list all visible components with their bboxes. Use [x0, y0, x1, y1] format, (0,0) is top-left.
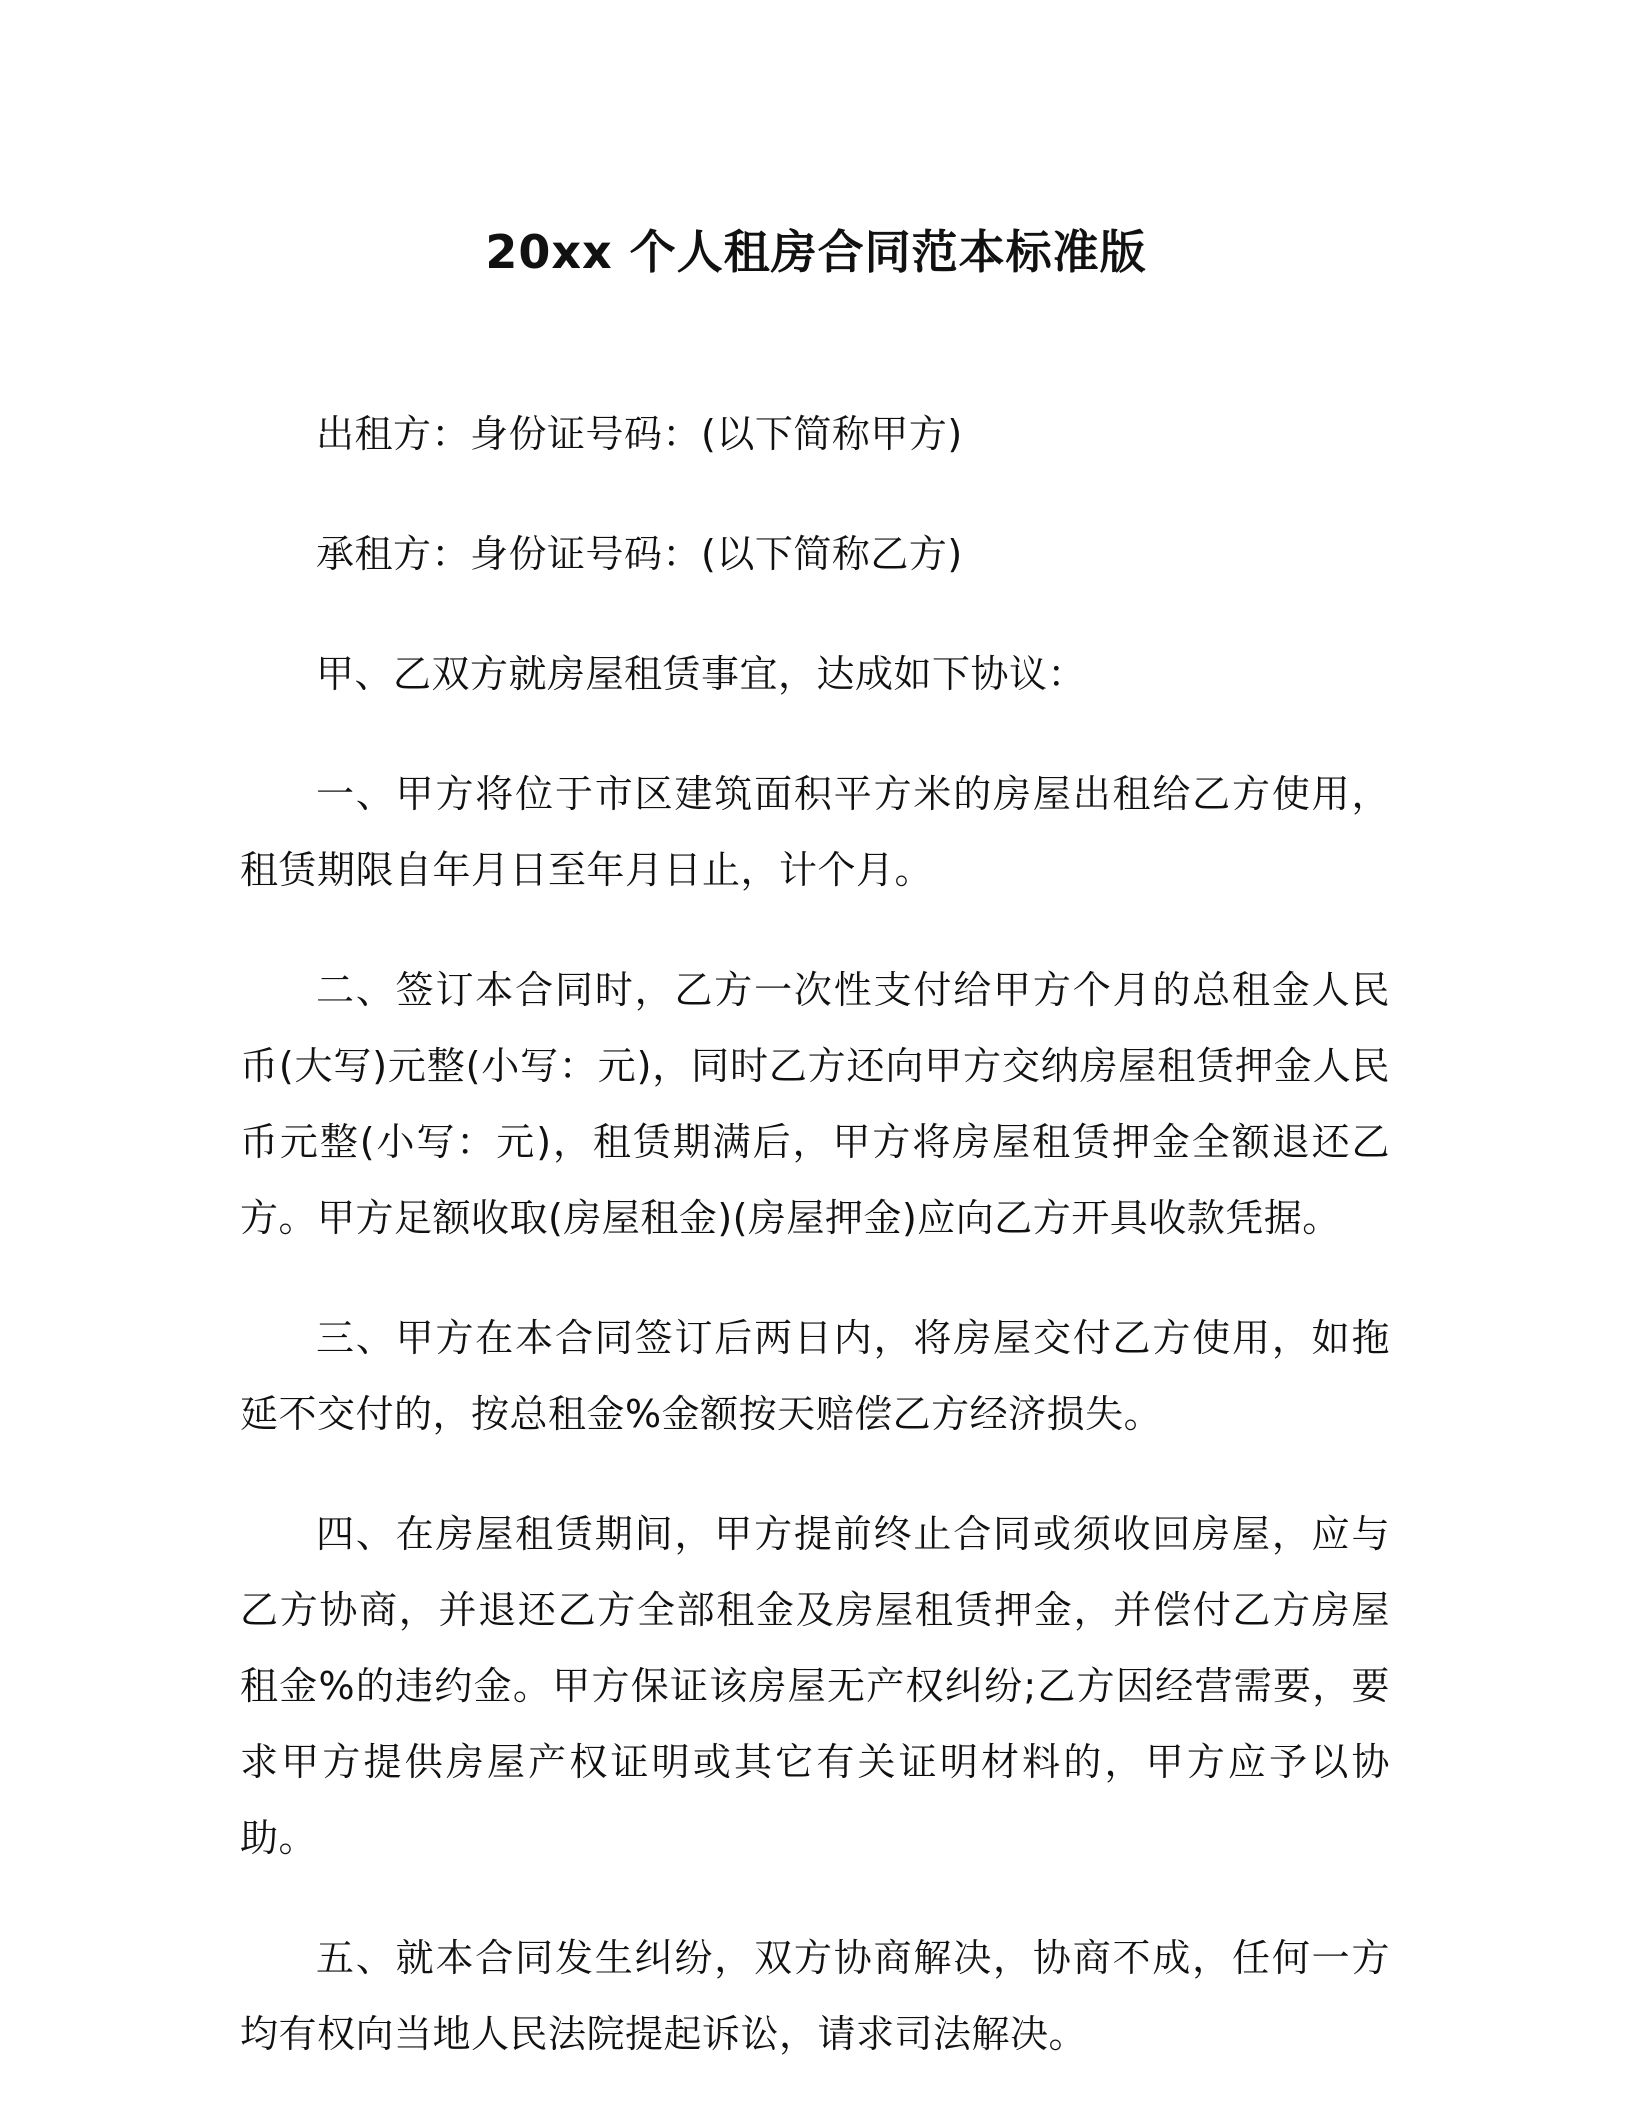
paragraph-clause-1: 一、甲方将位于市区建筑面积平方米的房屋出租给乙方使用，租赁期限自年月日至年月日止，计个月。: [240, 772, 1390, 892]
paragraph-clause-5: 五、就本合同发生纠纷，双方协商解决，协商不成，任何一方均有权向当地人民法院提起诉讼，请求司法解决。: [240, 1936, 1390, 2056]
paragraph-agreement-intro: 甲、乙双方就房屋租赁事宜，达成如下协议：: [316, 652, 1087, 696]
paragraph-lessor: 出租方：身份证号码：(以下简称甲方): [316, 412, 963, 456]
document-title: 20xx 个人租房合同范本标准版: [485, 225, 1147, 279]
paragraph-clause-4: 四、在房屋租赁期间，甲方提前终止合同或须收回房屋，应与乙方协商，并退还乙方全部租金及房屋租赁押金，并偿付乙方房屋租金%的违约金。甲方保证该房屋无产权纠纷;乙方因经营需要，要求甲方提供房屋产权证明或其它有关证明材料的，甲方应予以协助。: [240, 1512, 1390, 1860]
paragraph-clause-3: 三、甲方在本合同签订后两日内，将房屋交付乙方使用，如拖延不交付的，按总租金%金额按天赔偿乙方经济损失。: [240, 1316, 1390, 1436]
paragraph-lessee: 承租方：身份证号码：(以下简称乙方): [316, 532, 963, 576]
paragraph-clause-2: 二、签订本合同时，乙方一次性支付给甲方个月的总租金人民币(大写)元整(小写：元)，同时乙方还向甲方交纳房屋租赁押金人民币元整(小写：元)，租赁期满后，甲方将房屋租赁押金全额退还乙方。甲方足额收取(房屋租金)(房屋押金)应向乙方开具收款凭据。: [240, 968, 1390, 1240]
document-body: [240, 396, 1390, 2116]
